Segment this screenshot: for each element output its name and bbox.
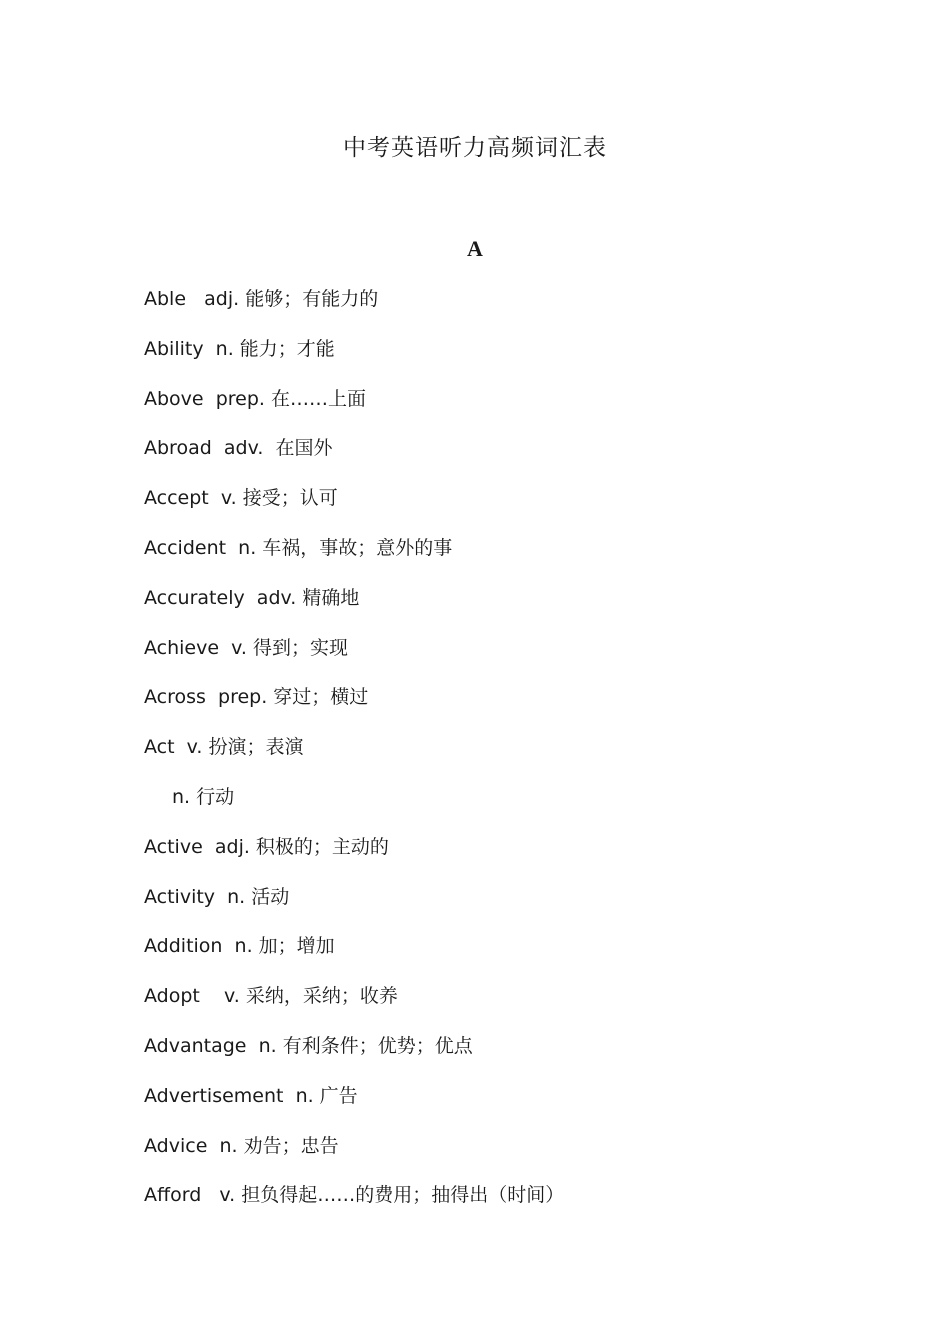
vocabulary-entry [144,583,904,633]
entry-definition: n. 行动 [172,785,235,808]
entry-definition: n. 车祸，事故；意外的事 [226,536,453,559]
entry-definition: v. 得到；实现 [219,636,348,659]
entry-word: Above [144,387,204,410]
vocabulary-entry [144,782,904,832]
vocabulary-entry [144,882,904,932]
entry-word: Adopt [144,985,200,1008]
entry-word: Accident [144,536,227,559]
entry-definition: v. 采纳，采纳；收养 [199,985,398,1008]
entry-definition: v. 接受；认可 [208,487,338,510]
vocabulary-entry [144,1081,904,1131]
vocabulary-entry [144,1180,904,1230]
section-heading: A [467,236,483,261]
entry-definition: adv. 精确地 [244,586,360,609]
entry-definition: prep. 穿过；横过 [205,686,369,709]
entry-word: Ability [144,337,204,360]
entry-word: Act [144,736,175,759]
vocabulary-entry [144,981,904,1031]
entry-word: Accept [144,487,209,510]
entry-definition: v. 担负得起……的费用；抽得出（时间） [201,1184,565,1207]
vocabulary-entry [144,284,904,334]
entry-word: Advertisement [144,1084,284,1107]
entry-definition: prep. 在……上面 [203,387,366,410]
vocabulary-entry [144,682,904,732]
entry-definition: n. 有利条件；优势；优点 [246,1034,473,1057]
vocabulary-entry [144,1031,904,1081]
entry-word: Activity [144,885,216,908]
entry-word: Addition [144,935,223,958]
entry-definition: n. 广告 [283,1084,358,1107]
entry-definition: adj. 积极的；主动的 [202,835,389,858]
document-title: 中考英语听力高频词汇表 [343,135,607,161]
vocabulary-entry [144,433,904,483]
entry-word: Advice [144,1134,208,1157]
entry-definition: n. 活动 [215,885,290,908]
vocabulary-entry [144,633,904,683]
entry-word: Achieve [144,636,220,659]
entry-definition: n. 劝告；忠告 [207,1134,339,1157]
entry-definition: adv. 在国外 [211,437,333,460]
entry-definition: v. 扮演；表演 [174,736,304,759]
vocabulary-entry [144,1131,904,1181]
entry-definition: n. 能力；才能 [203,337,335,360]
entry-word: Afford [144,1184,202,1207]
vocabulary-entry [144,832,904,882]
entry-word: Accurately [144,586,245,609]
vocabulary-list [144,284,904,1230]
vocabulary-entry [144,533,904,583]
entry-definition: adj. 能够；有能力的 [186,288,379,310]
vocabulary-entry [144,732,904,782]
entry-word: Advantage [144,1034,247,1057]
vocabulary-entry [144,384,904,434]
entry-word: Able [144,288,187,310]
vocabulary-entry [144,334,904,384]
entry-word: Across [144,686,206,709]
vocabulary-entry [144,483,904,533]
vocabulary-entry [144,931,904,981]
entry-word: Active [144,835,203,858]
entry-word: Abroad [144,437,212,460]
entry-definition: n. 加；增加 [222,935,335,958]
